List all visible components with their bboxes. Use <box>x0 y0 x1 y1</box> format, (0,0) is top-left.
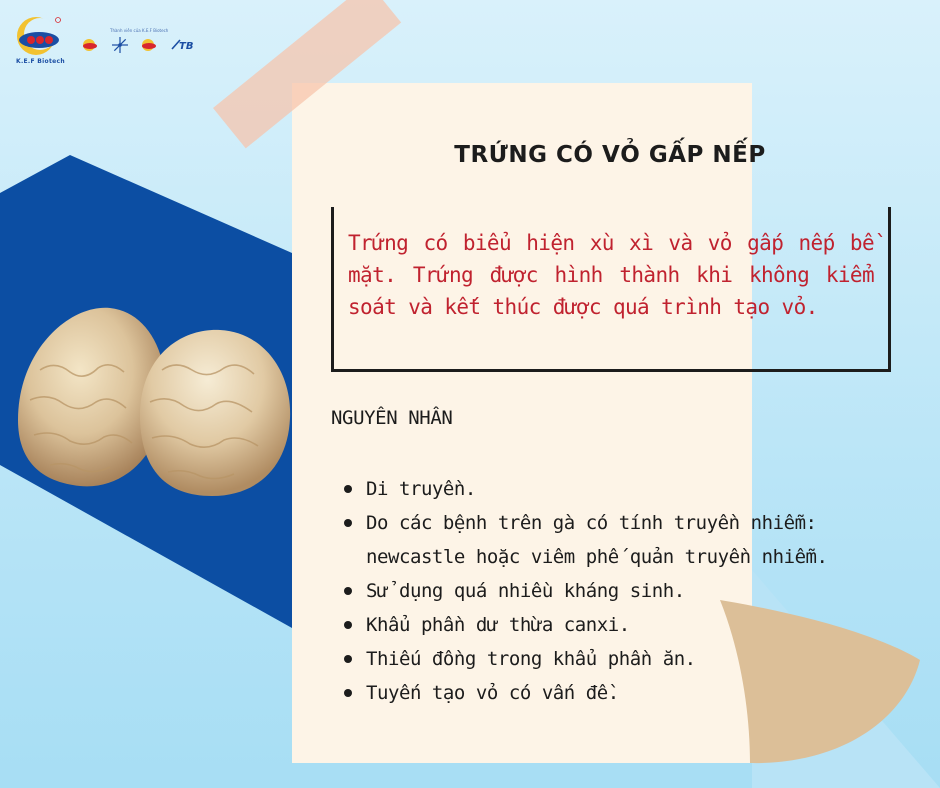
list-item <box>342 574 902 608</box>
list-item <box>342 608 902 642</box>
wrinkled-eggs-photo <box>0 290 292 502</box>
bullet-icon <box>344 485 352 493</box>
cause-text: Khẩu phần dư thừa canxi. <box>366 614 630 636</box>
cause-text: Di truyền. <box>366 478 476 500</box>
tb-logo <box>172 40 193 52</box>
cause-text: Sử dụng quá nhiều kháng sinh. <box>366 580 685 602</box>
cause-text: Do các bệnh trên gà có tính truyền nhiễm: newcastle hoặc viêm phế quản truyền nhiễm. <box>366 512 828 568</box>
description-box <box>331 207 891 372</box>
list-item <box>342 472 902 506</box>
list-item <box>342 506 902 574</box>
description-text: Trứng có biểu hiện xù xì và vỏ gấp nếp bề mặt. Trứng được hình thành khi không kiểm soát và kết thúc được quá trình tạo vỏ. <box>348 231 874 319</box>
partner-caption: Thành viên của K.E.F Biotech <box>110 28 169 33</box>
list-item <box>342 642 902 676</box>
partner-logo <box>83 39 97 51</box>
bullet-icon <box>344 587 352 595</box>
bullet-icon <box>344 621 352 629</box>
bullet-icon <box>344 689 352 697</box>
brand-logo-area <box>12 14 202 70</box>
partner-logos <box>80 36 204 54</box>
partner-logo <box>142 39 156 51</box>
cause-text: Tuyến tạo vỏ có vấn đề. <box>366 682 619 704</box>
page-title: TRỨNG CÓ VỎ GẤP NẾP <box>454 142 766 168</box>
cause-list <box>342 472 902 710</box>
brand-name: K.E.F Biotech <box>16 58 65 65</box>
pharma-logo <box>112 37 128 53</box>
bullet-icon <box>344 655 352 663</box>
list-item <box>342 676 902 710</box>
cause-heading: NGUYÊN NHÂN <box>331 407 453 429</box>
bullet-icon <box>344 519 352 527</box>
cause-text: Thiếu đồng trong khẩu phần ăn. <box>366 648 696 670</box>
svg-text:TB: TB <box>179 41 194 52</box>
